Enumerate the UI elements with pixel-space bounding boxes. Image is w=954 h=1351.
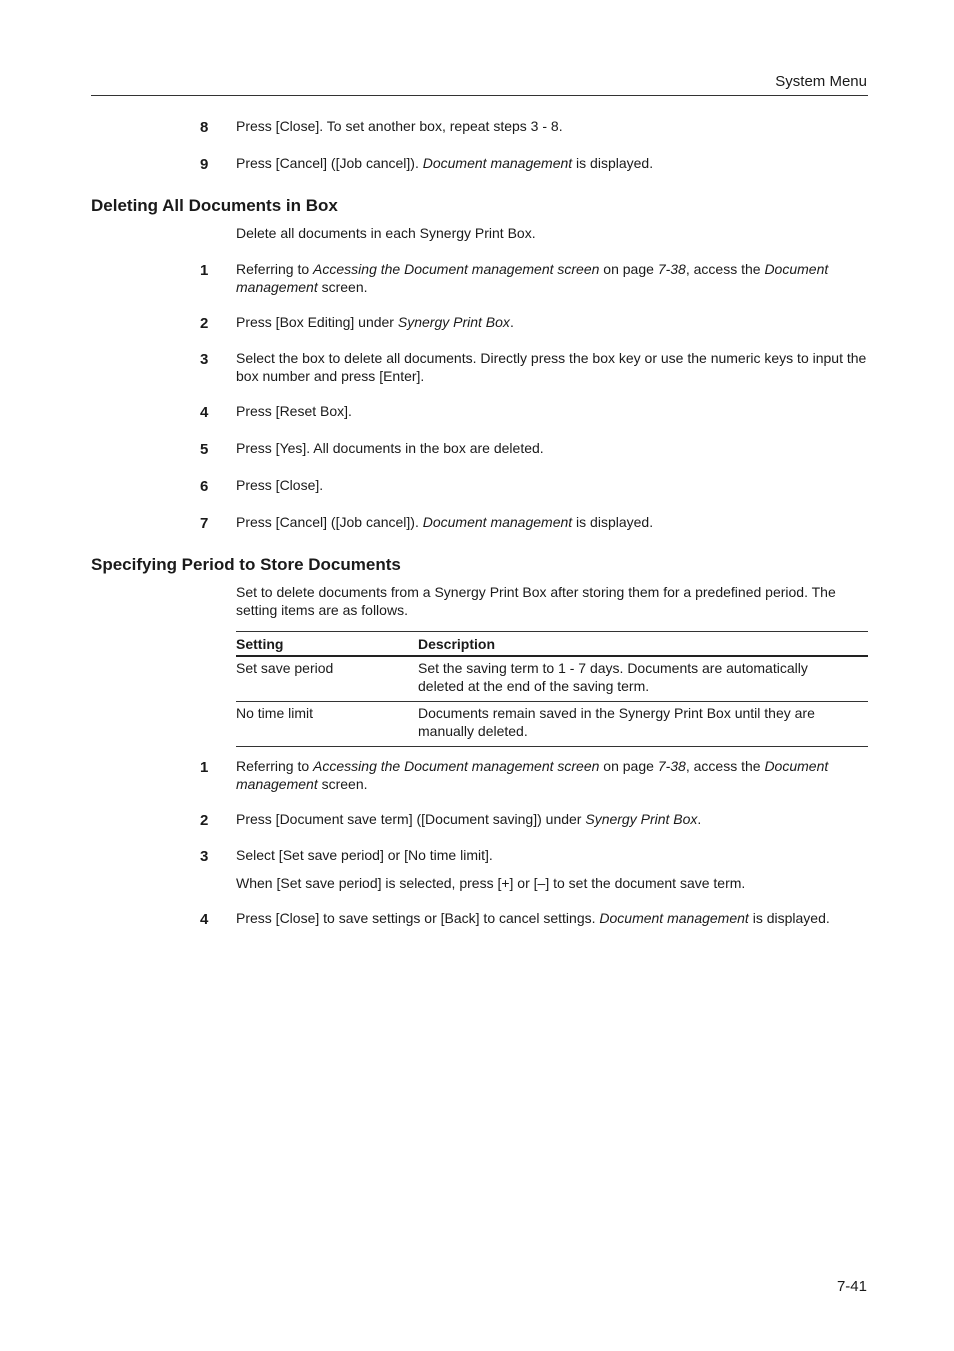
text-run: Press [Close]. <box>236 477 324 493</box>
emphasis-text: Document management <box>422 514 573 530</box>
step-item <box>200 261 868 296</box>
step-text <box>236 758 868 793</box>
text-run: is displayed. <box>572 155 654 171</box>
section-heading-delete: Deleting All Documents in Box <box>91 196 338 215</box>
step-item <box>200 403 868 421</box>
table-header-setting: Setting <box>236 635 284 652</box>
step-note: When [Set save period] is selected, press [+] or [–] to set the document save term. <box>236 875 746 891</box>
step-text <box>236 477 868 495</box>
step-item <box>200 847 868 865</box>
step-text <box>236 350 868 385</box>
table-cell-setting: Set save period <box>236 660 334 676</box>
text-run: screen. <box>317 278 368 295</box>
text-run: Referring to <box>236 758 314 774</box>
step-item <box>200 350 868 385</box>
text-run: Referring to <box>236 261 314 277</box>
header-rule <box>91 95 868 96</box>
text-run: . <box>697 811 702 827</box>
step-text <box>236 118 868 136</box>
step-number: 2 <box>200 315 209 332</box>
step-number: 3 <box>200 351 209 368</box>
text-run: Press [Cancel] ([Job cancel]). <box>236 514 423 530</box>
text-run: on page <box>599 758 658 774</box>
step-item <box>200 155 868 173</box>
step-number: 4 <box>200 404 209 421</box>
emphasis-text: Accessing the Document management screen <box>313 261 600 277</box>
step-number: 1 <box>200 262 209 279</box>
step-number: 2 <box>200 812 209 829</box>
step-item <box>200 514 868 532</box>
step-text <box>236 910 868 928</box>
step-item <box>200 477 868 495</box>
section-intro-period: Set to delete documents from a Synergy Print Box after storing them for a predefined period. The setting items are as follows. <box>236 584 836 618</box>
step-item <box>200 440 868 458</box>
step-text <box>236 261 868 296</box>
step-text <box>236 440 868 458</box>
step-number: 9 <box>200 156 209 173</box>
emphasis-text: Document management <box>422 155 573 171</box>
table-cell-description: Documents remain saved in the Synergy Print Box until they are manually deleted. <box>418 705 815 739</box>
step-text <box>236 811 868 829</box>
step-text <box>236 847 868 865</box>
step-number: 7 <box>200 515 209 532</box>
emphasis-text: Synergy Print Box <box>397 314 510 330</box>
settings-table <box>236 631 868 747</box>
step-text <box>236 403 868 421</box>
table-row <box>236 657 868 702</box>
step-item <box>200 314 868 332</box>
header-section-label: System Menu <box>775 73 867 90</box>
text-run: Press [Close]. To set another box, repeat steps 3 - 8. <box>236 118 563 134</box>
text-run: screen. <box>317 775 368 792</box>
emphasis-text: 7-38 <box>657 261 686 277</box>
emphasis-text: Synergy Print Box <box>585 811 698 827</box>
step-item <box>200 910 868 928</box>
step-text <box>236 314 868 332</box>
emphasis-text: Document management <box>599 910 749 926</box>
table-cell-setting: No time limit <box>236 705 314 721</box>
text-run: is displayed. <box>572 514 654 530</box>
step-number: 5 <box>200 441 209 458</box>
table-header-row <box>236 632 868 657</box>
emphasis-text: Accessing the Document management screen <box>313 758 600 774</box>
step-number: 1 <box>200 759 209 776</box>
step-item <box>200 758 868 793</box>
text-run: . <box>509 314 514 330</box>
emphasis-text: 7-38 <box>657 758 686 774</box>
page-number: 7-41 <box>836 1278 867 1295</box>
step-item <box>200 118 868 136</box>
step-text <box>236 514 868 532</box>
section-intro-delete: Delete all documents in each Synergy Print Box. <box>236 225 536 241</box>
table-cell-description: Set the saving term to 1 - 7 days. Documents are automatically deleted at the end of the saving term. <box>418 660 808 694</box>
section-heading-period: Specifying Period to Store Documents <box>91 555 401 574</box>
text-run: Press [Cancel] ([Job cancel]). <box>236 155 423 171</box>
table-row <box>236 702 868 747</box>
text-run: Press [Box Editing] under <box>236 314 398 330</box>
step-text <box>236 155 868 173</box>
text-run: Press [Close] to save settings or [Back] to cancel settings. <box>236 910 600 926</box>
text-run: Press [Yes]. All documents in the box are deleted. <box>236 440 544 456</box>
table-header-description: Description <box>418 635 496 652</box>
text-run: Select the box to delete all documents. Directly press the box key or use the numeric keys to input the box number and press [Enter]. <box>236 350 867 384</box>
step-number: 3 <box>200 848 209 865</box>
text-run: , access the <box>685 758 765 774</box>
text-run: , access the <box>685 261 765 277</box>
text-run: is displayed. <box>748 910 830 926</box>
text-run: on page <box>599 261 658 277</box>
text-run: Press [Reset Box]. <box>236 403 352 419</box>
step-number: 6 <box>200 478 209 495</box>
emphasis-text: Document management <box>236 758 829 792</box>
text-run: Select [Set save period] or [No time limit]. <box>236 847 493 863</box>
step-number: 8 <box>200 119 209 136</box>
text-run: Press [Document save term] ([Document saving]) under <box>236 811 586 827</box>
step-number: 4 <box>200 911 209 928</box>
step-item <box>200 811 868 829</box>
emphasis-text: Document management <box>236 261 829 295</box>
